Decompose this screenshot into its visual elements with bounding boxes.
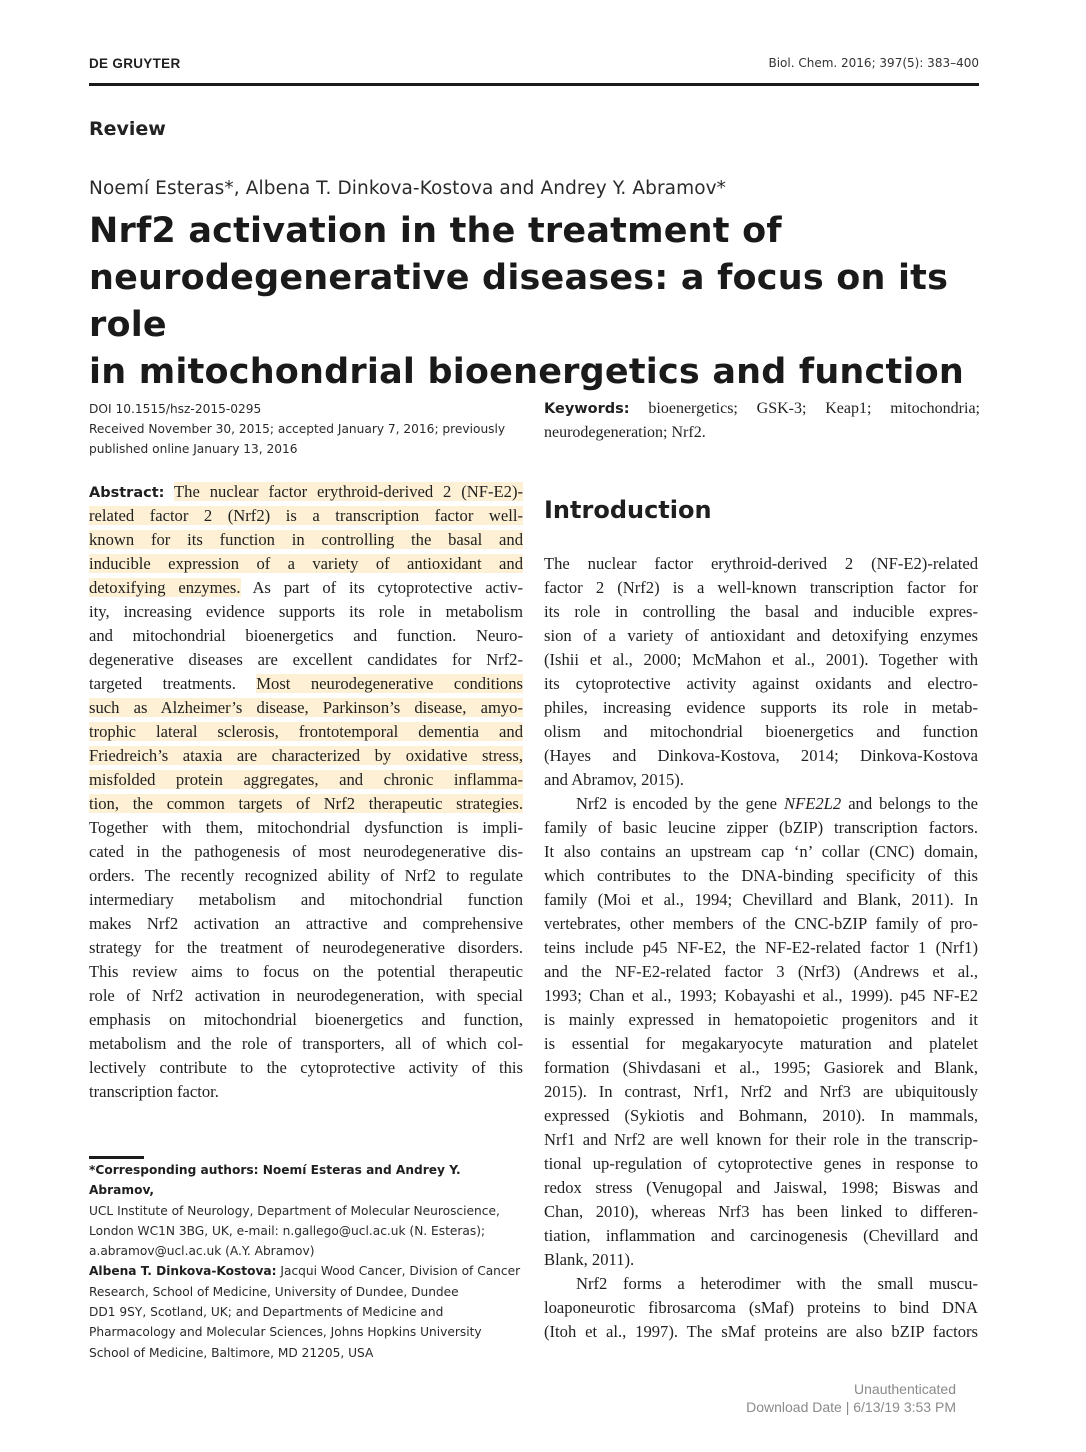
text-segment: The nuclear factor erythroid-derived 2 (NF-E2)-related <box>544 554 978 573</box>
text-line <box>544 912 978 936</box>
running-head <box>89 56 979 72</box>
text-segment: role of Nrf2 activation in neurodegeneration, with special <box>89 986 523 1005</box>
affiliation-line: Pharmacology and Molecular Sciences, Johns Hopkins University <box>89 1325 482 1340</box>
text-segment: metabolism and the role of transporters, all of which col- <box>89 1034 523 1053</box>
highlighted-text[interactable]: Most neurodegenerative conditions <box>256 674 523 693</box>
text-line <box>89 816 523 840</box>
text-segment: ity, increasing evidence supports its role in metabolism <box>89 602 523 621</box>
text-segment: factor 2 (Nrf2) is a well-known transcription factor for <box>544 578 978 597</box>
highlighted-text[interactable]: related factor 2 (Nrf2) is a transcription factor well- <box>89 506 523 525</box>
text-line <box>89 912 523 936</box>
text-segment: (Hayes and Dinkova-Kostova, 2014; Dinkova-Kostova <box>544 746 978 765</box>
text-segment: lectively contribute to the cytoprotective activity of this <box>89 1058 523 1077</box>
text-line <box>544 648 978 672</box>
keywords-list: bioenergetics; GSK-3; Keap1; mitochondria; <box>648 400 981 417</box>
highlighted-text[interactable]: inducible expression of a variety of antioxidant and <box>89 554 523 573</box>
text-segment: and mitochondrial bioenergetics and function. Neuro- <box>89 626 523 645</box>
text-line <box>89 744 523 768</box>
text-line <box>89 1080 523 1104</box>
text-line <box>89 600 523 624</box>
highlighted-text[interactable]: misfolded protein aggregates, and chronic inflamma- <box>89 770 523 789</box>
journal-citation: Biol. Chem. 2016; 397(5): 383–400 <box>768 56 979 70</box>
abstract-label: Abstract: <box>89 485 165 501</box>
text-line <box>544 624 978 648</box>
text-segment: and the NF-E2-related factor 3 (Nrf3) (Andrews et al., <box>544 962 978 981</box>
text-segment: and Abramov, 2015). <box>544 770 684 789</box>
text-line <box>544 672 978 696</box>
doi[interactable]: DOI 10.1515/hsz-2015-0295 <box>89 402 262 416</box>
text-segment: emphasis on mitochondrial bioenergetics and function, <box>89 1010 523 1029</box>
text-line <box>544 960 978 984</box>
text-segment: teins include p45 NF-E2, the NF-E2-related factor 1 (Nrf1) <box>544 938 978 957</box>
text-line <box>89 840 523 864</box>
text-line <box>89 768 523 792</box>
text-segment: It also contains an upstream cap ‘n’ collar (CNC) domain, <box>544 842 978 861</box>
download-date: Download Date | 6/13/19 3:53 PM <box>746 1399 956 1415</box>
text-segment: This review aims to focus on the potential therapeutic <box>89 962 523 981</box>
text-segment: As part of its cytoprotective activ- <box>240 578 523 597</box>
text-line <box>544 1056 978 1080</box>
text-line <box>544 744 978 768</box>
affiliation-line: Research, School of Medicine, University of Dundee, Dundee <box>89 1284 459 1299</box>
footnotes <box>89 1160 529 1363</box>
highlighted-text[interactable]: trophic lateral sclerosis, frontotemporal dementia and <box>89 722 523 741</box>
publisher-name: DE GRUYTER <box>89 56 181 71</box>
text-segment: intermediary metabolism and mitochondrial function <box>89 890 523 909</box>
text-line <box>89 528 523 552</box>
received-dates: Received November 30, 2015; accepted January 7, 2016; previously <box>89 422 506 436</box>
text-line <box>544 936 978 960</box>
text-line <box>89 696 523 720</box>
text-segment: family (Moi et al., 1994; Chevillard and Blank, 2011). In <box>544 890 978 909</box>
abstract <box>89 480 523 1104</box>
text-line <box>89 1008 523 1032</box>
text-line <box>89 792 523 816</box>
keywords-line <box>544 397 980 421</box>
text-segment: olism and mitochondrial bioenergetics and function <box>544 722 978 741</box>
text-line <box>544 1248 978 1272</box>
text-line <box>89 480 523 504</box>
affiliation-line: UCL Institute of Neurology, Department of Molecular Neuroscience, <box>89 1203 500 1218</box>
text-segment: (Itoh et al., 1997). The sMaf proteins are also bZIP factors <box>544 1322 978 1341</box>
text-segment: Nrf2 is encoded by the gene <box>576 794 784 813</box>
text-segment: Nrf2 forms a heterodimer with the small muscu- <box>576 1274 978 1293</box>
highlighted-text[interactable]: Friedreich’s ataxia are characterized by oxidative stress, <box>89 746 523 765</box>
gene-name: NFE2L2 <box>784 794 842 813</box>
text-line <box>544 984 978 1008</box>
auth-status: Unauthenticated <box>854 1381 956 1397</box>
text-line <box>544 1080 978 1104</box>
text-segment: formation (Shivdasani et al., 1995; Gasiorek and Blank, <box>544 1058 978 1077</box>
text-segment: transcription factor. <box>89 1082 219 1101</box>
text-line <box>89 624 523 648</box>
text-segment: expressed (Sykiotis and Bohmann, 2010). In mammals, <box>544 1106 978 1125</box>
title-line: Nrf2 activation in the treatment of <box>89 211 782 251</box>
keywords-label: Keywords: <box>544 401 630 417</box>
text-segment: strategy for the treatment of neurodegenerative disorders. <box>89 938 523 957</box>
text-segment: orders. The recently recognized ability of Nrf2 to regulate <box>89 866 523 885</box>
highlighted-text[interactable]: The nuclear factor erythroid-derived 2 (NF-E2)- <box>174 482 523 501</box>
text-line <box>89 1056 523 1080</box>
text-segment: Chan, 2010), whereas Nrf3 has been linked to differen- <box>544 1202 978 1221</box>
text-line <box>89 936 523 960</box>
text-segment: targeted treatments. <box>89 674 257 693</box>
affiliation-line: a.abramov@ucl.ac.uk (A.Y. Abramov) <box>89 1244 315 1259</box>
text-line <box>89 720 523 744</box>
corresponding-authors-label: *Corresponding authors: Noemí Esteras and Andrey Y. Abramov, <box>89 1163 461 1198</box>
header-rule <box>89 83 979 86</box>
text-segment: family of basic leucine zipper (bZIP) transcription factors. <box>544 818 978 837</box>
text-line <box>544 552 978 576</box>
author-affiliation-label: Albena T. Dinkova-Kostova: <box>89 1264 277 1279</box>
text-segment: Blank, 2011). <box>544 1250 635 1269</box>
text-segment: 1993; Chan et al., 1993; Kobayashi et al., 1999). p45 NF-E2 <box>544 986 978 1005</box>
text-segment: (Ishii et al., 2000; McMahon et al., 2001). Together with <box>544 650 978 669</box>
introduction-body <box>544 552 978 1344</box>
highlighted-text[interactable]: detoxifying enzymes. <box>89 578 241 597</box>
text-segment: tiation, inflammation and carcinogenesis (Chevillard and <box>544 1226 978 1245</box>
text-segment: tional up-regulation of cytoprotective genes in response to <box>544 1154 978 1173</box>
text-line <box>544 720 978 744</box>
text-line <box>544 1008 978 1032</box>
text-line <box>544 1224 978 1248</box>
highlighted-text[interactable]: tion, the common targets of Nrf2 therapeutic strategies. <box>89 794 523 813</box>
highlighted-text[interactable]: known for its function in controlling the basal and <box>89 530 523 549</box>
text-line <box>89 1032 523 1056</box>
affiliation-line: DD1 9SY, Scotland, UK; and Departments of Medicine and <box>89 1305 444 1320</box>
text-segment: sion of a variety of antioxidant and detoxifying enzymes <box>544 626 978 645</box>
article-type: Review <box>89 118 166 140</box>
text-segment: its role in controlling the basal and inducible expres- <box>544 602 978 621</box>
text-line <box>544 600 978 624</box>
text-line <box>544 696 978 720</box>
text-segment: loaponeurotic fibrosarcoma (sMaf) proteins to bind DNA <box>544 1298 978 1317</box>
text-line <box>544 1176 978 1200</box>
text-line <box>89 960 523 984</box>
text-segment: 2015). In contrast, Nrf1, Nrf2 and Nrf3 are ubiquitously <box>544 1082 978 1101</box>
text-segment: and belongs to the <box>841 794 979 813</box>
text-line <box>544 576 978 600</box>
title-line: neurodegenerative diseases: a focus on its role <box>89 258 949 345</box>
section-heading-introduction: Introduction <box>544 496 712 524</box>
text-line <box>544 864 978 888</box>
text-line <box>89 864 523 888</box>
text-line <box>544 1320 978 1344</box>
text-line <box>89 648 523 672</box>
text-segment: its cytoprotective activity against oxidants and electro- <box>544 674 978 693</box>
text-line <box>544 1200 978 1224</box>
text-line <box>544 816 978 840</box>
text-segment: Together with them, mitochondrial dysfunction is impli- <box>89 818 523 837</box>
text-line <box>89 504 523 528</box>
text-line <box>544 1032 978 1056</box>
text-segment: vertebrates, other members of the CNC-bZIP family of pro- <box>544 914 978 933</box>
footnote-rule <box>89 1156 144 1159</box>
affiliation-line: Albena T. Dinkova-Kostova: Jacqui Wood Cancer, Division of Cancer <box>89 1264 521 1279</box>
text-line <box>544 888 978 912</box>
affiliation-line: School of Medicine, Baltimore, MD 21205, USA <box>89 1345 374 1360</box>
text-line <box>89 576 523 600</box>
text-segment: makes Nrf2 activation an attractive and comprehensive <box>89 914 523 933</box>
text-segment: redox stress (Venugopal and Jaiswal, 1998; Biswas and <box>544 1178 978 1197</box>
text-line <box>544 792 978 816</box>
article-title <box>89 208 989 396</box>
text-line <box>544 1104 978 1128</box>
keywords <box>544 397 980 445</box>
text-segment: is mainly expressed in hematopoietic progenitors and it <box>544 1010 978 1029</box>
text-line <box>544 768 978 792</box>
affiliation-line: London WC1N 3BG, UK, e-mail: n.gallego@ucl.ac.uk (N. Esteras); <box>89 1223 486 1238</box>
text-line <box>89 672 523 696</box>
published-date: published online January 13, 2016 <box>89 442 298 456</box>
text-line <box>89 888 523 912</box>
text-line <box>544 1152 978 1176</box>
text-line <box>89 552 523 576</box>
text-line <box>544 1296 978 1320</box>
text-line <box>89 984 523 1008</box>
text-segment: Nrf1 and Nrf2 are well known for their role in the transcrip- <box>544 1130 978 1149</box>
text-line <box>544 840 978 864</box>
keywords-line: neurodegeneration; Nrf2. <box>544 424 706 441</box>
text-segment: is essential for megakaryocyte maturation and platelet <box>544 1034 978 1053</box>
text-line <box>544 1128 978 1152</box>
article-metadata <box>89 399 529 459</box>
text-segment: which contributes to the DNA-binding specificity of this <box>544 866 978 885</box>
text-line <box>544 1272 978 1296</box>
author-list: Noemí Esteras*, Albena T. Dinkova-Kostova and Andrey Y. Abramov* <box>89 178 727 199</box>
text-segment: philes, increasing evidence supports its role in metab- <box>544 698 978 717</box>
download-watermark <box>746 1380 956 1416</box>
highlighted-text[interactable]: such as Alzheimer’s disease, Parkinson’s disease, amyo- <box>89 698 523 717</box>
text-segment: cated in the pathogenesis of most neurodegenerative dis- <box>89 842 523 861</box>
title-line: in mitochondrial bioenergetics and function <box>89 352 964 392</box>
text-segment: degenerative diseases are excellent candidates for Nrf2- <box>89 650 523 669</box>
